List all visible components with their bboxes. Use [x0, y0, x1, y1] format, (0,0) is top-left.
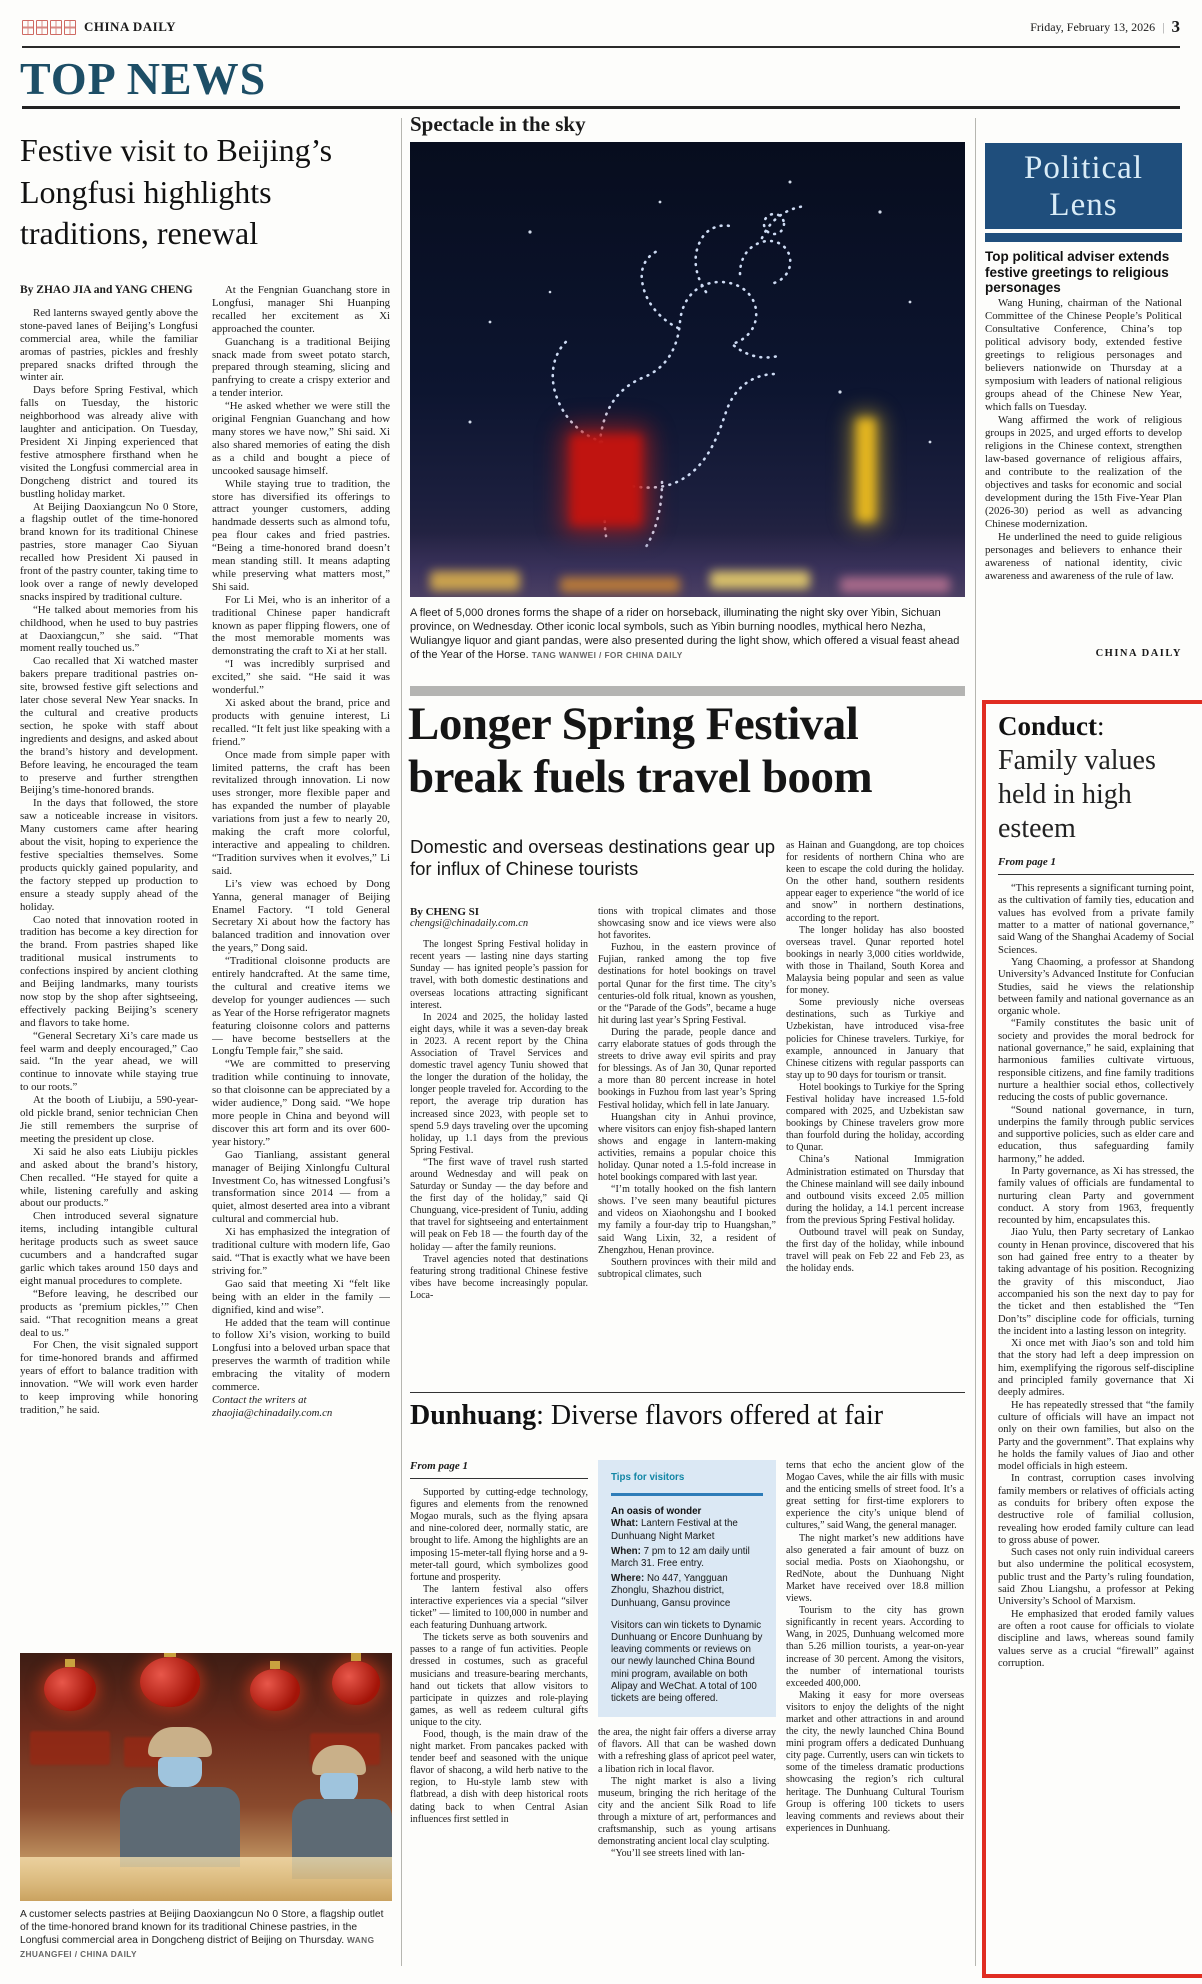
paragraph: Gao said that meeting Xi “felt like being with an elder in the family — dignified, kind and wise”. — [212, 1277, 390, 1316]
paragraph: Once made from simple paper with limited patterns, the craft has been revitalized through innovation. Li now uses stronger, more flexible paper and has expanded the number of playable variations from just a few to nearly 20, making the craft more colorful, interactive and appealing to children. “Tradition survives when it evolves,” Li said. — [212, 748, 390, 877]
paragraph: At the booth of Liubiju, a 590-year-old pickle brand, senior technician Chen Jie still remembers the surprise of meeting the president up close. — [20, 1094, 198, 1145]
tips-item: When: 7 pm to 12 am daily until March 31. Free entry. — [611, 1545, 750, 1570]
paragraph: In contrast, corruption cases involving family members or relatives of officials acting as conduits for bribery often expose the destructive role of familial collusion, revealing how eroded family culture can lead to gross abuse of power. — [998, 1473, 1194, 1546]
festive-article-col2-text — [212, 284, 390, 1420]
political-lens-text — [985, 297, 1182, 583]
divider-bar — [410, 686, 965, 696]
tips-subtitle: An oasis of wonder — [611, 1506, 702, 1518]
paragraph: Li’s view was echoed by Dong Yanna, general manager of Beijing Enamel Factory. “I told General Secretary Xi about how the factory has balanced tradition and innovation over the years,” Dong said. — [212, 877, 390, 955]
paragraph: “We are committed to preserving tradition while continuing to innovate, so that cloisonne can be appreciated by a wider audience,” Dong said. “We hope more people in China and beyond will discover this art form and its over 600-year history.” — [212, 1058, 390, 1148]
drone-photo-caption — [410, 606, 965, 662]
travel-article-column-3 — [786, 840, 964, 1392]
paragraph: At the Fengnian Guanchang store in Longfusi, manager Shi Huanping recalled her excitement as Xi approached the counter. — [212, 284, 390, 335]
paragraph: Food, though, is the main draw of the night market. From pancakes packed with tender beef and seasoned with the unique flavor of shacong, a wild herb native to the region, to Hu-style lamb stew with flatbread, a dish with deep historical roots dating back to when Central Asian influences first settled in — [410, 1728, 588, 1825]
red-lantern-icon — [332, 1661, 380, 1705]
festive-article-byline: By ZHAO JIA and YANG CHENG — [20, 284, 193, 296]
column-divider-right — [975, 118, 976, 1966]
dunhuang-headline-rest: : Diverse flavors offered at fair — [536, 1400, 884, 1431]
red-lit-building — [570, 434, 642, 526]
paragraph: Xi said he also eats Liubiju pickles and asked about the brand’s history, Chen recalled. “He stayed for quite a while, listening carefully and asking about our products.” — [20, 1145, 198, 1210]
masthead: CHINA DAILY — [84, 19, 177, 34]
paragraph: The tickets serve as both souvenirs and passes to a range of fun activities. People dressed in costumes, such as graceful musicians and treasure-bearing merchants, hand out tickets that allow visitors to participate in quizzes and role-playing games, as well as redeem cultural gifts unique to the city. — [410, 1632, 588, 1728]
conduct-kicker-word: Conduct — [998, 711, 1098, 741]
from-page-label: From page 1 — [410, 1460, 469, 1472]
paragraph: Supported by cutting-edge technology, figures and elements from the renowned Mogao murals, such as the flying apsara and nine-colored deer, normally static, are brought to life. Among the highlights are an imposing 15-meter-tall flying horse and a 9-meter-tall gourd, which symbolizes good fortune and prosperity. — [410, 1487, 588, 1583]
paragraph: During the parade, people dance and carry elaborate statues of gods through the streets to drive away evil spirits and pray for blessings. As of Jan 30, Qunar reported a more than 80 percent increase in hotel bookings in Fuzhou from last year’s Spring Festival holiday, which fell in late January. — [598, 1026, 776, 1111]
tips-item-label: When: — [611, 1545, 641, 1557]
paragraph: In 2024 and 2025, the holiday lasted eight days, while it was a seven-day break in 2023. A recent report by the China Association of Travel Services and domestic travel agency Tuniu showed that the longer the duration of the holiday, the longer people traveled for. According to the report, the average trip duration has increased since 2023, with people set to spend 5.9 days traveling over the upcoming holiday, up 1.1 days from the previous Spring Festival. — [410, 1011, 588, 1156]
tips-title: Tips for visitors — [611, 1472, 685, 1483]
paragraph: The night market’s new additions have also generated a fair amount of buzz on social media. Posts on Xiaohongshu, or RedNote, about the Dunhuang Night Market have received over 18.8 million views. — [786, 1532, 964, 1605]
paragraph: The longest Spring Festival holiday in recent years — lasting nine days starting Sunday — has ignited people’s passion for travel, with both domestic destinations and overseas locations attracting significant interest. — [410, 939, 588, 1011]
paragraph: “I was incredibly surprised and excited,” she said. “He said it was wonderful.” — [212, 658, 390, 697]
paragraph: “The first wave of travel rush started around Wednesday and will peak on Saturday or Sunday — the day before and the first day of the holiday,” said Qi Chunguang, vice-president of Tuniu, adding that travel for sightseeing and entertainment will peak on Feb 18 — the fourth day of the holiday — after the family reunions. — [410, 1156, 588, 1253]
travel-article-headline: Longer Spring Festival break fuels travel boom — [408, 698, 873, 804]
light-blob — [560, 577, 680, 593]
political-lens-box — [985, 143, 1182, 229]
paragraph: The longer holiday has also boosted overseas travel. Qunar reported hotel bookings in nearly 3,000 cities worldwide, with those in Thailand, South Korea and Malaysia being popular and seen as value for money. — [786, 924, 964, 997]
red-lantern-icon — [250, 1669, 300, 1711]
festive-article-column-2 — [212, 284, 390, 1644]
paragraph: Some previously niche overseas destinations, such as Turkiye and Uzbekistan, have introduced visa-free policies for Chinese travelers. Turkiye, for example, announced in January that Chinese citizens with regular passports can stay up to 90 days for tourism or transit. — [786, 997, 964, 1081]
paragraph: Red lanterns swayed gently above the stone-paved lanes of Beijing’s Longfusi commercial area, while the familiar aromas of pastries, pickles and freshly prepared snacks drifted through the winter air. — [20, 306, 198, 384]
separator: | — [1162, 19, 1165, 34]
tips-rule — [611, 1493, 763, 1496]
red-lantern-icon — [44, 1667, 96, 1711]
political-lens-line1: Political — [1024, 150, 1143, 186]
paragraph: “This represents a significant turning point, as the cultivation of family ties, education and values has evolved from a private family matter to a matter of national governance,” said Wang of the Shanghai Academy of Social Sciences. — [998, 883, 1194, 956]
paragraph: Days before Spring Festival, which falls on Tuesday, the historic neighborhood was already alive with laughter and anticipation. On Tuesday, President Xi Jinping experienced that festive atmosphere firsthand when he visited the Longfusi commercial area in Dongcheng district and toured its bustling holiday market. — [20, 384, 198, 500]
paragraph: For Chen, the visit signaled support for time-honored brands and affirmed years of effort to balance tradition with innovation. “We will work even harder to keep improving while honoring tradition,” he said. — [20, 1339, 198, 1416]
paragraph: Jiao Yulu, then Party secretary of Lankao county in Henan province, discovered that his son had gained free entry to a theater by taking advantage of his position. Recognizing the gravity of this misconduct, Jiao accompanied his son the next day to pay for the ticket and then established the “Ten Don’ts” discipline code for officials, turning the incident into a lasting lesson on integrity. — [998, 1227, 1194, 1337]
dunhuang-rule — [410, 1392, 965, 1393]
dunhuang-column-3 — [786, 1460, 964, 1962]
paragraph: “Traditional cloisonne products are entirely handcrafted. At the same time, the cultural and creative items we develop for younger audiences — such as Year of the Horse refrigerator magnets featuring cloisonne colors and patterns — have become bestsellers at the Longfu Temple fair,” she said. — [212, 955, 390, 1058]
travel-article-byline-email: chengsi@chinadaily.com.cn — [410, 918, 529, 930]
paragraph: “You’ll see streets lined with lan- — [611, 1848, 745, 1860]
paragraph: Guanchang is a traditional Beijing snack made from sweet potato starch, prepared through steaming, slicing and panfrying to create a crispy exterior and a tender interior. — [212, 335, 390, 400]
travel-col2-text — [598, 906, 776, 1281]
dunhuang-headline-lead: Dunhuang — [410, 1400, 537, 1431]
paragraph: Tourism to the city has grown significantly in recent years. According to Wang, in 2025, Dunhuang welcomed more than 5.26 million tourists, a year-on-year increase of 30 percent. Among the visitors, the number of international tourists exceeded 400,000. — [786, 1605, 964, 1689]
paragraph: Fuzhou, in the eastern province of Fujian, ranked among the top five destinations for hotel bookings on travel portal Qunar for the first time. The city’s centuries-old folk ritual, known as youshen, or the “Parade of the Gods”, became a huge hit during last year’s Spring Festival. — [598, 942, 776, 1026]
political-lens-bar — [985, 233, 1182, 242]
paragraph: Huangshan city in Anhui province, where visitors can enjoy fish-shaped lantern shows and engage in lantern-making activities, remains a popular choice this holiday. Qunar noted a 1.5-fold increase in hotel bookings compared with last year. — [598, 1111, 776, 1184]
paragraph: terns that echo the ancient glow of the Mogao Caves, while the air fills with music and the enticing smells of street food. It’s a great setting for first-time explorers to experience the city’s unique blend of cultures,” said Wang, the general manager. — [786, 1460, 964, 1532]
paragraph: the area, the night fair offers a diverse array of flavors. All that can be washed down with a refreshing glass of apricot peel water, a libation rich in local flavor. — [598, 1727, 776, 1775]
paragraph: Wang Huning, chairman of the National Committee of the Chinese People’s Political Consultative Conference, China’s top political advisory body, extended festive greetings to religious personages and believers nationwide on Thursday at a symposium with leaders of national religious groups ahead of the Chinese New Year, which falls on Tuesday. — [985, 297, 1182, 413]
paragraph: Yang Chaoming, a professor at Shandong University’s Advanced Institute for Confucian Studies, said he views the relationship between family and national governance as an organic whole. — [998, 956, 1194, 1018]
dunhuang-col1-text — [410, 1487, 588, 1826]
paragraph: For Li Mei, who is an inheritor of a traditional Chinese paper handicraft known as paper flipping flowers, one of the most memorable moments was demonstrating the craft to Xi at her stall. — [212, 593, 390, 658]
tips-item-label: What: — [611, 1518, 639, 1530]
festive-photo-caption — [20, 1908, 392, 1961]
conduct-headline: Family values held in high esteem — [998, 744, 1156, 844]
political-lens-line2: Lens — [1049, 187, 1118, 223]
paragraph: “Family constitutes the basic unit of society and provides the moral bedrock for national governance,” he said, explaining that harmonious families cultivate virtuous, responsible citizens, and fine family traditions nurture a healthier social ethos, collectively reducing the costs of public governance. — [998, 1018, 1194, 1104]
conduct-kicker — [998, 712, 1194, 742]
paragraph: Chen introduced several signature items, including intangible cultural heritage products such as sweet sauce cucumbers and a handcrafted sugar garlic which takes around 150 days and eight manual procedures to complete. — [20, 1210, 198, 1287]
paragraph: Wang affirmed the work of religious groups in 2025, and urged efforts to develop religions in the Chinese context, strengthen law-based governance of religious affairs, and contribute to the realization of the objectives and tasks for economic and social development during the 15th Five-Year Plan (2026-30) period as well as advancing Chinese modernization. — [985, 414, 1182, 530]
tips-item: What: Lantern Festival at the Dunhuang Night Market — [611, 1518, 738, 1542]
paragraph: “General Secretary Xi’s care made us feel warm and deeply encouraged,” Cao said. “In the year ahead, we will continue to innovate while staying true to our roots.” — [20, 1029, 198, 1094]
dunhuang-col2-text — [598, 1727, 776, 1860]
paragraph: Cao recalled that Xi watched master bakers prepare traditional pastries on-site, browsed festive gift selections and later chose several New Year snacks. In the cultural and creative products section, he spoke with staff about ingredients and designs, and asked about the brand’s history and development. Before leaving, he encouraged the team to preserve and further strengthen Beijing’s time-honored brands. — [20, 655, 198, 797]
travel-article-subhead: Domestic and overseas destinations gear up for influx of Chinese tourists — [410, 836, 776, 879]
political-lens-credit: CHINA DAILY — [1095, 648, 1182, 659]
drone-show-photo — [410, 142, 965, 597]
caption-text: A customer selects pastries at Beijing Daoxiangcun No 0 Store, a flagship outlet of the time-honored brand known for its traditional Chinese pastries, in the Longfusi commercial area in Dongcheng district of Beijing on Thursday. — [20, 1909, 384, 1947]
tips-item-label: Where: — [611, 1573, 645, 1585]
paragraph: The lantern festival also offers interactive experiences via a special “silver ticket” — limited to 100,000 in number and each featuring Dunhuang artwork. — [410, 1583, 588, 1632]
header-date-block — [1030, 17, 1180, 37]
paragraph: In the days that followed, the store saw a noticeable increase in visitors. Many customers came after hearing about the visit, hoping to experience the festive specialties themselves. Some products quickly gained popularity, and the factory stepped up production to ensure a steady supply ahead of the holiday. — [20, 797, 198, 913]
tips-item: Where: No 447, Yangguan Zhonglu, Shazhou district, Dunhuang, Gansu province — [611, 1573, 731, 1609]
paragraph: “Sound national governance, in turn, underpins the family through public services and supportive policies, such as elder care and education, thus safeguarding family harmony,” he added. — [998, 1104, 1194, 1165]
section-rule — [22, 106, 1180, 109]
paragraph: “He talked about memories from his childhood, when he used to buy pastries at Daoxiangcun,” she said. “That moment really touched us.” — [20, 603, 198, 655]
paragraph: He added that the team will continue to follow Xi’s vision, working to build Longfusi into a beloved urban space that preserves the warmth of tradition while embracing the vitality of modern commerce. — [212, 1316, 390, 1394]
political-lens-body — [985, 297, 1182, 583]
paragraph: Such cases not only ruin individual careers but also undermine the political ecosystem, public trust and the Party’s ruling foundation, said Zhou Liangshu, a professor at Peking University’s School of Marxism. — [998, 1547, 1194, 1608]
paragraph: Xi asked about the brand, price and products with genuine interest, Li recalled. “It felt just like speaking with a friend.” — [212, 697, 390, 748]
paragraph: Xi has emphasized the integration of traditional culture with modern life, Gao said. “That is exactly what we have been striving for.” — [212, 1226, 390, 1277]
paragraph: Xi once met with Jiao’s son and told him that the story had left a deep impression on him, exemplifying the rigorous self-discipline and principled family governance that Xi deeply admires. — [998, 1338, 1194, 1399]
paragraph: Southern provinces with their mild and subtropical climates, such — [598, 1256, 776, 1280]
paragraph: Making it easy for more overseas visitors to enjoy the delights of the night market and other attractions in and around the city, the newly launched China Bound mini program offers a dedicated Dunhuang city page. Currently, users can win tickets to some of the timeless dramatic productions showcasing the region’s rich cultural heritage. The Dunhuang Cultural Tourism Group is offering 100 tickets to users leaving comments and reviews about their experiences in Dunhuang. — [786, 1689, 964, 1834]
paragraph: The night market is also a living museum, bringing the rich heritage of the city and the ancient Silk Road to life through a mixture of art, performances and craftsmanship, such as young artisans demonstrating ancient local clay sculpting. — [598, 1775, 776, 1848]
paragraph: Gao Tianliang, assistant general manager of Beijing Xinlongfu Cultural Investment Co, has witnessed Longfusi’s transformation since 2014 — from a quiet, almost deserted area into a vibrant cultural and commercial hub. — [212, 1148, 390, 1226]
conduct-text — [998, 883, 1194, 1670]
paragraph: Travel agencies noted that destinations featuring strong traditional Chinese festive vibes have become increasingly popular. Loca- — [410, 1253, 588, 1301]
tips-items — [611, 1518, 763, 1609]
dunhuang-column-2 — [598, 1460, 776, 1962]
china-daily-chinese-logo-icon — [22, 20, 76, 35]
travel-article-column-2 — [598, 906, 776, 1392]
paragraph: While staying true to tradition, the store has diversified its offerings to attract younger customers, adding handmade desserts such as almond tofu, pea flour cakes and fried pastries. “Being a time-honored brand doesn’t mean standing still. It means adapting while preserving what matters most,” Shi said. — [212, 477, 390, 593]
column-divider-left — [401, 118, 402, 1966]
paragraph: Hotel bookings to Turkiye for the Spring Festival holiday have increased 1.5-fold compared with 2025, and Uzbekistan saw bookings by Chinese travelers grow more than fourfold during the holiday, according to Qunar. — [786, 1081, 964, 1154]
conduct-article-box — [982, 700, 1202, 1978]
paragraph: Outbound travel will peak on Sunday, the first day of the holiday, while inbound travel will peak on Feb 22 and Feb 23, as the holiday ends. — [786, 1227, 964, 1275]
yellow-lit-tower — [856, 418, 876, 522]
paragraph: Cao noted that innovation rooted in tradition has become a key direction for the brand. From pastries shaped like traditional musical instruments to confections inspired by ancient clothing and Beijing landmarks, many tourists now stop by the shop after sightseeing, effectively packing Beijing’s scenery and flavors to take home. — [20, 913, 198, 1029]
pastry-shop-photo — [20, 1653, 392, 1901]
dunhuang-column-1 — [410, 1460, 588, 1962]
light-blob — [710, 571, 810, 589]
conduct-kicker-sep: : — [1097, 711, 1105, 741]
drone-horse-art — [410, 142, 965, 597]
conduct-body — [998, 883, 1194, 1670]
paragraph: Contact the writers at zhaojia@chinadaily.com.cn — [212, 1393, 333, 1419]
festive-article-col1-text — [20, 307, 198, 1417]
red-lantern-icon — [140, 1657, 200, 1707]
paragraph: In Party governance, as Xi has stressed, the family values of officials are fundamental to nurturing clean Party and government conduct. A story from 1963, frequently recounted by him, encapsulates this. — [998, 1165, 1194, 1227]
date: Friday, February 13, 2026 — [1030, 19, 1156, 34]
paragraph: He underlined the need to guide religious personages and believers to enhance their awareness of national identity, civic awareness and awareness of the rule of law. — [985, 531, 1182, 582]
paragraph: He emphasized that eroded family values are often a root cause for officials to violate discipline and laws, whereas sound family values serve as a crucial “firewall” against corruption. — [998, 1608, 1194, 1669]
political-lens-headline: Top political adviser extends festive greetings to religious personages — [985, 249, 1170, 296]
travel-article-column-1 — [410, 906, 588, 1392]
festive-article-column-1 — [20, 284, 198, 1644]
photo-credit: WANG ZHUANGFEI / CHINA DAILY — [20, 1935, 375, 1959]
paragraph: At Beijing Daoxiangcun No 0 Store, a flagship outlet of the time-honored brand known for its traditional Chinese pastries, store manager Cao Siyuan recalled how President Xi paused in front of the pastry counter, taking time to look over a range of newly developed snacks inspired by traditional culture. — [20, 500, 198, 603]
travel-col1-text — [410, 939, 588, 1302]
tips-for-visitors-box — [598, 1460, 776, 1717]
caption-text: A fleet of 5,000 drones forms the shape of a rider on horseback, illuminating the night sky over Yibin, Sichuan province, on Wednesday. Other iconic local symbols, such as Yibin burning noodles, mythical hero Nezha, Wuliangye liquor and giant pandas, were also presented during the light show, which offered a visual feast ahead of the Year of the Horse. — [410, 607, 960, 661]
tips-note: Visitors can win tickets to Dynamic Dunhuang or Encore Dunhuang by leaving comments or reviews on our newly launched China Bound mini program, available on both Alipay and WeChat. A total of 100 tickets are being offered. — [611, 1619, 763, 1705]
paragraph: China’s National Immigration Administration estimated on Thursday that the Chinese mainland will see daily inbound and outbound visits exceed 2.05 million during the holiday, a 14.1 percent increase from the previous Spring Festival holiday. — [786, 1154, 964, 1226]
light-blob — [840, 577, 950, 593]
from-page-label: From page 1 — [998, 856, 1057, 869]
light-blob — [430, 571, 520, 591]
paragraph: “Before leaving, he described our products as ‘premium pickles,’” Chen said. “That recognition means a great deal to us.” — [20, 1287, 198, 1339]
festive-article-headline: Festive visit to Beijing’s Longfusi highlights traditions, renewal — [20, 132, 333, 252]
travel-article-byline: By CHENG SI — [410, 906, 480, 918]
paragraph: as Hainan and Guangdong, are top choices for residents of northern China who are keen to escape the cold during the holiday. On the other hand, southern residents appear eager to experience “the world of ice and snow” in northern destinations, according to the report. — [786, 840, 964, 924]
paragraph: tions with tropical climates and those showcasing snow and ice views were also hot favorites. — [598, 906, 776, 942]
page-header — [22, 14, 1180, 40]
page-number: 3 — [1171, 17, 1180, 36]
from-page-rule — [998, 874, 1194, 875]
shelf-boxes — [30, 1731, 110, 1765]
header-rule — [22, 46, 1180, 48]
section-title: TOP NEWS — [20, 53, 267, 104]
photo-credit: TANG WANWEI / FOR CHINA DAILY — [531, 650, 683, 660]
dunhuang-headline — [410, 1400, 965, 1432]
spectacle-title: Spectacle in the sky — [410, 112, 586, 136]
paragraph: “He asked whether we were still the original Fengnian Guanchang and how many stores we have now,” Shi said. Xi also shared memories of eating the dish as a child and bought a piece of uncooked sausage himself. — [212, 400, 390, 477]
dunhuang-col3-text — [786, 1460, 964, 1835]
pastry-counter — [20, 1857, 392, 1901]
from-page-rule — [410, 1478, 588, 1479]
paragraph: “I’m totally hooked on the fish lantern shows. I’ve seen many beautiful pictures and videos on Xiaohongshu and I booked my family a four-day trip to Huangshan,” said Wang Lixin, 32, a resident of Zhengzhou, Henan province. — [598, 1184, 776, 1256]
paragraph: He has repeatedly stressed that “the family culture of officials will have an impact not only on their own families, but also on the Party and the government”. That explains why he holds the family values of Jiao and other model officials in high esteem. — [998, 1399, 1194, 1473]
travel-col3-text — [786, 840, 964, 1275]
